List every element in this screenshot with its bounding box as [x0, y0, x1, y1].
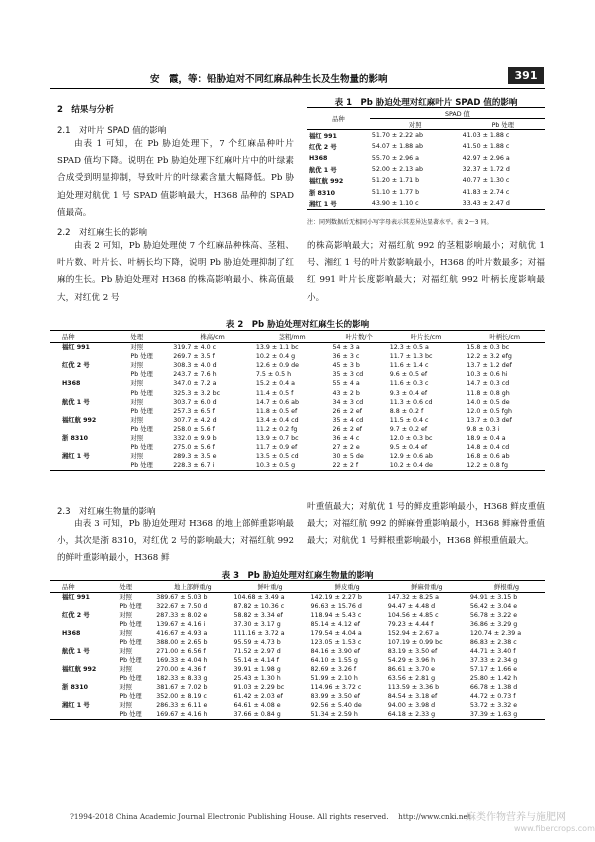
table2-cell-variety — [50, 388, 128, 397]
table3-cell-value: 123.05 ± 1.53 c — [310, 639, 362, 646]
table3-cell-treatment: 对照 — [119, 666, 132, 673]
table2-cell-value: 275.0 ± 5.6 f — [173, 444, 215, 452]
table2-cell-value: 30 ± 5 de — [332, 453, 364, 461]
table3-row — [50, 638, 545, 647]
table2-cell-variety — [50, 461, 128, 471]
table2-cell-value: 7.5 ± 0.5 h — [255, 371, 292, 379]
table2-cell-variety: 湘红 1 号 — [62, 453, 90, 461]
paragraph-2-3-left: 由表 3 可知，Pb 胁迫处理对 H368 的地上部鲜重影响最小，其次是浙 8310，对红优 2 号的影响最大；对福红航 992 的鲜叶重影响最小，H368 鲜 — [57, 519, 294, 564]
table3-cell-variety — [50, 602, 117, 611]
table1 — [307, 107, 545, 210]
table2-cell-variety: 航优 1 号 — [62, 398, 90, 406]
header-rule — [50, 88, 545, 89]
table3-cell-value: 58.82 ± 3.34 ef — [233, 612, 283, 619]
table3-cell-value: 79.23 ± 4.44 f — [387, 621, 434, 628]
paragraph-2-1: 由表 1 可知，在 Pb 胁迫处理下，7 个红麻品种叶片 SPAD 值均下降。说明在 Pb 胁迫处理下红麻叶片中的叶绿素合成受到明显抑制，导致叶片的叶绿素含量大幅降低。Pb 胁迫处理对航优 1 号 SPAD 值影响最大，H368 品种的 SPAD 值最高。 — [57, 139, 294, 218]
table2-header-cell: 处理 — [130, 334, 143, 341]
table3-cell-value: 86.61 ± 3.70 e — [387, 666, 435, 673]
table2-cell-value: 36 ± 3 c — [332, 353, 360, 361]
table2-header-cell: 叶柄长/cm — [489, 334, 521, 341]
table3-cell-value: 139.67 ± 4.16 i — [156, 621, 206, 628]
table2-cell-value: 43 ± 2 b — [332, 389, 360, 397]
table3-cell-value: 55.14 ± 4.14 f — [233, 657, 279, 664]
table3-cell-variety: 浙 8310 — [62, 684, 89, 691]
table3-cell-treatment: 对照 — [119, 594, 132, 601]
table1-cell-control: 51.10 ± 1.77 b — [371, 188, 420, 196]
table3-row — [50, 656, 545, 665]
table3-cell-value: 389.67 ± 5.03 b — [156, 594, 208, 601]
table1-cell-control: 51.20 ± 1.71 b — [371, 177, 420, 185]
table2-cell-variety — [50, 425, 128, 434]
table1-cell-pb: 33.43 ± 2.47 d — [462, 199, 510, 207]
table2-cell-variety: 福红航 992 — [62, 416, 97, 424]
table2-cell-treatment: Pb 处理 — [130, 444, 153, 452]
table3-cell-value: 64.10 ± 1.55 g — [310, 657, 358, 664]
page-number: 391 — [508, 67, 544, 84]
table3-cell-value: 51.34 ± 2.59 h — [310, 711, 358, 718]
running-header-title: 安 霞，等：铅胁迫对不同红麻品种生长及生物量的影响 — [150, 74, 388, 85]
table3-row — [50, 647, 545, 656]
table2-cell-treatment: 对照 — [130, 362, 143, 370]
table3-row — [50, 611, 545, 620]
table3-cell-treatment: 对照 — [119, 612, 132, 619]
table3-header-cell: 鲜麻骨重/g — [411, 584, 443, 591]
table3-cell-value: 64.18 ± 2.33 g — [387, 711, 436, 718]
table3-cell-value: 94.47 ± 4.48 d — [387, 603, 436, 610]
table3-cell-variety: 福红 991 — [62, 594, 90, 601]
table2-cell-value: 332.0 ± 9.9 b — [173, 434, 217, 442]
table2-cell-value: 15.8 ± 0.3 bc — [466, 344, 510, 352]
table3-cell-value: 37.39 ± 1.63 g — [469, 711, 518, 718]
table3-cell-treatment: 对照 — [119, 702, 132, 709]
table2 — [50, 330, 545, 471]
table2-cell-value: 35 ± 3 cd — [332, 371, 364, 379]
table2-cell-treatment: 对照 — [130, 416, 143, 424]
paragraph-2-3-right: 叶重值最大；对航优 1 号的鲜皮重影响最小，H368 鲜皮重值最大；对福红航 992 的鲜麻骨重影响最小，H368 鲜麻骨重值最大；对航优 1 号鲜根重影响最小，H368 鲜根重值最大。 — [307, 502, 545, 547]
table1-header-variety: 品种 — [307, 108, 370, 130]
table3-row — [50, 683, 545, 692]
table3-cell-treatment: Pb 处理 — [119, 693, 142, 700]
table3-cell-value: 64.61 ± 4.08 e — [233, 702, 281, 709]
table3-cell-value: 147.32 ± 8.25 a — [387, 594, 439, 601]
table3-cell-value: 91.03 ± 2.29 bc — [233, 684, 285, 691]
table2-row — [50, 434, 545, 443]
table3-cell-value: 179.54 ± 4.04 a — [310, 630, 362, 637]
table3-cell-value: 84.16 ± 3.90 ef — [310, 648, 360, 655]
table2-cell-value: 243.7 ± 7.6 h — [173, 371, 217, 379]
table2-cell-value: 257.3 ± 6.5 f — [173, 407, 215, 415]
table2-cell-value: 11.5 ± 0.4 c — [389, 416, 429, 424]
table2-row — [50, 461, 545, 471]
paragraph-2-2: 由表 2 可知，Pb 胁迫处理使 7 个红麻品种株高、茎粗、叶片数、叶片长、叶柄长均下降，说明 Pb 胁迫处理抑制了红麻的生长。Pb 胁迫处理对 H368 的株高影响最小、株高值最大，对红优 2 号 — [57, 241, 294, 303]
watermark-text: 麻类作物营养与施肥网 — [466, 812, 566, 823]
table1-cell-pb: 42.97 ± 2.96 a — [462, 154, 510, 162]
table2-cell-treatment: 对照 — [130, 398, 143, 406]
table2-cell-value: 35 ± 4 cd — [332, 416, 364, 424]
table2-row — [50, 452, 545, 461]
table1-cell-pb: 41.03 ± 1.88 c — [462, 132, 510, 140]
table2-cell-value: 289.3 ± 3.5 e — [173, 453, 217, 461]
table1-cell-variety: H368 — [309, 154, 328, 162]
subsection-heading-2-1: 2.1 对叶片 SPAD 值的影响 — [57, 126, 167, 136]
table2-cell-value: 14.7 ± 0.3 cd — [466, 380, 510, 388]
table2-cell-treatment: Pb 处理 — [130, 371, 153, 379]
table2-cell-variety — [50, 443, 128, 452]
table1-row — [307, 164, 545, 175]
table1-cell-variety: 湘红 1 号 — [309, 200, 337, 208]
table3-row — [50, 701, 545, 710]
table2-cell-value: 11.6 ± 1.4 c — [389, 362, 429, 370]
table3-cell-variety: H368 — [62, 630, 81, 637]
table2-cell-treatment: 对照 — [130, 380, 143, 388]
table3-cell-value: 388.00 ± 2.65 b — [156, 639, 208, 646]
table3-caption: 表 3 Pb 胁迫处理对红麻生物量的影响 — [221, 571, 374, 581]
table1-cell-pb: 41.83 ± 2.74 c — [462, 188, 510, 196]
subsection-heading-2-3: 2.3 对红麻生物量的影响 — [57, 507, 156, 517]
table2-cell-value: 8.8 ± 0.2 f — [389, 407, 424, 415]
table2-header-cell: 叶片长/cm — [410, 334, 442, 341]
table3-cell-value: 53.72 ± 3.32 e — [469, 702, 518, 709]
table3-cell-treatment: Pb 处理 — [119, 603, 142, 610]
table2-header-cell: 株高/cm — [200, 334, 225, 341]
table3-cell-value: 25.43 ± 1.30 h — [233, 675, 281, 682]
table2-cell-value: 12.0 ± 0.5 fgh — [466, 407, 512, 415]
table3-cell-variety: 湘红 1 号 — [62, 702, 90, 709]
table3-cell-value: 142.19 ± 2.27 b — [310, 594, 362, 601]
table2-cell-value: 11.8 ± 0.5 ef — [255, 407, 298, 415]
table3-cell-value: 56.78 ± 3.22 e — [469, 612, 518, 619]
table3-cell-value: 57.17 ± 1.66 e — [469, 666, 518, 673]
table3-cell-value: 111.16 ± 3.72 a — [233, 630, 285, 637]
table3-cell-value: 37.66 ± 0.84 g — [233, 711, 281, 718]
table3-cell-value: 113.59 ± 3.36 b — [387, 684, 440, 691]
table2-row — [50, 407, 545, 416]
table2-row — [50, 361, 545, 370]
table3-cell-variety — [50, 656, 117, 665]
table3-cell-value: 85.14 ± 4.12 ef — [310, 621, 360, 628]
table3-cell-value: 104.56 ± 4.85 c — [387, 612, 439, 619]
table3-cell-value: 82.69 ± 3.26 f — [310, 666, 357, 673]
table3-header-cell: 鲜皮重/g — [334, 584, 360, 591]
table2-cell-value: 27 ± 2 e — [332, 444, 360, 452]
table3-cell-value: 36.86 ± 3.29 g — [469, 621, 518, 628]
table2-header-cell: 茎粗/mm — [278, 334, 306, 341]
table2-caption: 表 2 Pb 胁迫处理对红麻生长的影响 — [225, 320, 370, 330]
table3-cell-value: 107.19 ± 0.99 bc — [387, 639, 443, 646]
table3-header-cell: 地上部鲜重/g — [174, 584, 212, 591]
table2-cell-value: 54 ± 3 a — [332, 344, 360, 352]
table3-cell-treatment: Pb 处理 — [119, 657, 142, 664]
table3-cell-value: 54.29 ± 3.96 h — [387, 657, 436, 664]
table3-cell-value: 94.91 ± 3.15 b — [469, 594, 518, 601]
table2-cell-treatment: 对照 — [130, 453, 143, 461]
table2-cell-value: 14.8 ± 0.4 cd — [466, 444, 510, 452]
subsection-heading-2-2: 2.2 对红麻生长的影响 — [57, 228, 148, 238]
table2-cell-variety — [50, 370, 128, 379]
table2-cell-value: 10.2 ± 0.4 de — [389, 462, 433, 470]
table2-row — [50, 352, 545, 361]
table3-cell-value: 51.99 ± 2.10 h — [310, 675, 358, 682]
table2-cell-value: 347.0 ± 7.2 a — [173, 380, 217, 388]
table2-cell-value: 308.3 ± 4.0 d — [173, 362, 217, 370]
table2-cell-variety: 红优 2 号 — [62, 362, 90, 370]
table3-cell-variety — [50, 620, 117, 629]
table1-row — [307, 141, 545, 152]
table2-cell-value: 13.9 ± 0.7 bc — [255, 434, 299, 442]
table3-cell-value: 61.42 ± 2.03 ef — [233, 693, 283, 700]
table2-cell-value: 325.3 ± 3.2 bc — [173, 389, 221, 397]
table3-cell-value: 37.30 ± 3.17 g — [233, 621, 281, 628]
copyright-footer: ?1994-2018 China Academic Journal Electronic Publishing House. All rights reserved. http://www.cnki.net — [70, 812, 471, 821]
table2-cell-value: 13.9 ± 1.1 bc — [255, 344, 299, 352]
table2-row — [50, 379, 545, 388]
table2-cell-value: 12.9 ± 0.6 ab — [389, 453, 433, 461]
table1-cell-control: 54.07 ± 1.88 ab — [371, 143, 424, 151]
table1-row — [307, 130, 545, 142]
table1-cell-pb: 32.37 ± 1.72 d — [462, 166, 510, 174]
table2-cell-variety: 浙 8310 — [62, 434, 89, 442]
table2-cell-value: 13.7 ± 1.2 def — [466, 362, 512, 370]
table3-cell-treatment: Pb 处理 — [119, 639, 142, 646]
table3-cell-value: 182.33 ± 8.33 g — [156, 675, 208, 682]
table3-cell-treatment: 对照 — [119, 684, 132, 691]
table3-cell-value: 25.80 ± 1.42 h — [469, 675, 518, 682]
table3-cell-value: 118.94 ± 5.43 c — [310, 612, 362, 619]
table2-cell-value: 11.7 ± 1.3 bc — [389, 353, 433, 361]
table3-cell-treatment: Pb 处理 — [119, 621, 142, 628]
table2-cell-value: 15.2 ± 0.4 a — [255, 380, 296, 388]
table2-cell-value: 11.2 ± 0.2 fg — [255, 425, 298, 433]
table3-row — [50, 602, 545, 611]
table1-note: 注：同列数据后无相同小写字母表示其差异达显著水平。表 2～3 同。 — [307, 219, 493, 226]
table2-cell-value: 9.8 ± 0.3 i — [466, 425, 500, 433]
table2-cell-value: 11.7 ± 0.9 ef — [255, 444, 298, 452]
table1-cell-variety: 福红航 992 — [309, 178, 344, 186]
table1-row — [307, 153, 545, 164]
table3-cell-variety — [50, 674, 117, 683]
table2-cell-value: 12.2 ± 0.8 fg — [466, 462, 508, 470]
table2-cell-value: 14.0 ± 0.5 de — [466, 398, 510, 406]
table2-cell-value: 26 ± 2 ef — [332, 425, 362, 433]
table3-cell-value: 83.99 ± 3.50 ef — [310, 693, 360, 700]
table3-cell-variety: 福红航 992 — [62, 666, 97, 673]
table3-cell-variety: 红优 2 号 — [62, 612, 90, 619]
table3-row — [50, 629, 545, 638]
table3-cell-value: 92.56 ± 5.40 de — [310, 702, 362, 709]
table2-cell-value: 18.9 ± 0.4 a — [466, 434, 506, 442]
table3-cell-value: 86.83 ± 2.38 c — [469, 639, 517, 646]
table2-cell-treatment: Pb 处理 — [130, 353, 153, 361]
table2-cell-value: 10.2 ± 0.4 g — [255, 353, 296, 361]
table3-cell-value: 63.56 ± 2.81 g — [387, 675, 436, 682]
table2-cell-value: 258.0 ± 5.6 f — [173, 425, 215, 433]
table1-row — [307, 175, 545, 186]
table2-cell-value: 12.2 ± 3.2 efg — [466, 353, 512, 361]
table2-cell-value: 12.3 ± 0.5 a — [389, 344, 429, 352]
table2-cell-value: 303.7 ± 6.0 d — [173, 398, 217, 406]
table2-cell-treatment: 对照 — [130, 344, 143, 352]
table3-cell-value: 416.67 ± 4.93 a — [156, 630, 208, 637]
table2-cell-value: 11.6 ± 0.3 c — [389, 380, 429, 388]
table2-cell-value: 12.6 ± 0.9 de — [255, 362, 300, 370]
table2-header-cell: 叶片数/个 — [345, 334, 373, 341]
table3-cell-value: 286.33 ± 6.11 e — [156, 702, 208, 709]
table2-cell-treatment: Pb 处理 — [130, 389, 153, 397]
table3-header-cell: 鲜根重/g — [493, 584, 519, 591]
table3-cell-value: 381.67 ± 7.02 b — [156, 684, 208, 691]
table3-cell-value: 152.94 ± 2.67 a — [387, 630, 439, 637]
table2-cell-value: 11.8 ± 0.8 gh — [466, 389, 510, 397]
table3-cell-value: 71.52 ± 2.97 d — [233, 648, 281, 655]
table3-cell-value: 104.68 ± 3.49 a — [233, 594, 285, 601]
table2-cell-treatment: Pb 处理 — [130, 425, 153, 433]
table3-cell-value: 120.74 ± 2.39 a — [469, 630, 522, 637]
table1-cell-pb: 41.50 ± 1.88 c — [462, 143, 510, 151]
table2-row — [50, 343, 545, 353]
table1-cell-control: 55.70 ± 2.96 a — [371, 154, 420, 162]
table3-row — [50, 710, 545, 720]
table3-cell-value: 96.63 ± 15.76 d — [310, 603, 362, 610]
table1-row — [307, 186, 545, 197]
table1-row — [307, 198, 545, 210]
table3-header-cell: 鲜叶重/g — [257, 584, 283, 591]
table3-cell-value: 322.67 ± 7.50 d — [156, 603, 208, 610]
table2-cell-value: 36 ± 4 c — [332, 434, 360, 442]
table2-cell-treatment: 对照 — [130, 434, 143, 442]
table1-cell-pb: 40.77 ± 1.30 c — [462, 177, 510, 185]
table2-cell-value: 9.3 ± 0.4 ef — [389, 389, 428, 397]
table2-row — [50, 416, 545, 425]
table1-caption: 表 1 Pb 胁迫处理对红麻叶片 SPAD 值的影响 — [334, 98, 518, 108]
table2-cell-variety — [50, 407, 128, 416]
table2-cell-value: 11.3 ± 0.6 cd — [389, 398, 433, 406]
table2-row — [50, 443, 545, 452]
table3-cell-variety: 航优 1 号 — [62, 648, 90, 655]
table3-cell-value: 287.33 ± 8.02 e — [156, 612, 208, 619]
table3-cell-treatment: 对照 — [119, 630, 132, 637]
table1-cell-variety: 福红 991 — [309, 133, 337, 141]
table3-header-cell: 品种 — [62, 584, 75, 591]
table3-cell-variety — [50, 692, 117, 701]
table1-cell-control: 51.70 ± 2.22 ab — [371, 132, 424, 140]
table2-row — [50, 398, 545, 407]
table3-cell-value: 352.00 ± 8.19 c — [156, 693, 207, 700]
table1-cell-control: 52.00 ± 2.13 ab — [371, 166, 424, 174]
table3-header-cell: 处理 — [119, 584, 132, 591]
table2-cell-variety — [50, 352, 128, 361]
table2-cell-variety: 福红 991 — [62, 344, 90, 352]
table2-row — [50, 425, 545, 434]
table1-header-pb: Pb 处理 — [491, 121, 514, 129]
table1-cell-variety: 航优 1 号 — [309, 167, 337, 175]
table2-cell-value: 13.5 ± 0.5 cd — [255, 453, 299, 461]
table3-cell-treatment: 对照 — [119, 648, 132, 655]
table3-cell-value: 56.42 ± 3.04 e — [469, 603, 518, 610]
table2-cell-value: 9.5 ± 0.4 ef — [389, 444, 428, 452]
table1-cell-variety: 红优 2 号 — [309, 144, 337, 152]
table2-cell-value: 269.7 ± 3.5 f — [173, 353, 215, 361]
table2-cell-value: 14.7 ± 0.6 ab — [255, 398, 300, 406]
table3-cell-variety — [50, 638, 117, 647]
table2-cell-value: 9.7 ± 0.2 ef — [389, 425, 428, 433]
table2-cell-value: 11.4 ± 0.5 f — [255, 389, 294, 397]
table1-cell-control: 43.90 ± 1.10 c — [371, 199, 419, 207]
table3-row — [50, 593, 545, 603]
table2-cell-value: 10.3 ± 0.5 g — [255, 462, 296, 470]
table2-cell-value: 228.3 ± 6.7 i — [173, 462, 215, 470]
table3-cell-value: 39.91 ± 1.98 g — [233, 666, 281, 673]
table3-cell-value: 37.33 ± 2.34 g — [469, 657, 518, 664]
table1-cell-variety: 浙 8310 — [309, 189, 336, 197]
table2-cell-treatment: Pb 处理 — [130, 462, 153, 470]
table3-row — [50, 692, 545, 701]
table3-cell-value: 44.71 ± 3.40 f — [469, 648, 516, 655]
table3-cell-treatment: Pb 处理 — [119, 675, 142, 682]
table3-cell-value: 270.00 ± 4.36 f — [156, 666, 206, 673]
table2-cell-value: 319.7 ± 4.0 c — [173, 344, 217, 352]
table2-cell-value: 26 ± 2 ef — [332, 407, 362, 415]
table2-cell-value: 22 ± 2 f — [332, 462, 359, 470]
table3-cell-value: 66.78 ± 1.38 d — [469, 684, 518, 691]
table3-cell-treatment: Pb 处理 — [119, 711, 142, 718]
table2-cell-value: 55 ± 4 a — [332, 380, 360, 388]
table3 — [50, 580, 545, 720]
table3-cell-value: 84.54 ± 3.18 ef — [387, 693, 438, 700]
table3-cell-value: 83.19 ± 3.50 ef — [387, 648, 438, 655]
table2-cell-value: 9.6 ± 0.5 ef — [389, 371, 428, 379]
table2-cell-value: 16.8 ± 0.6 ab — [466, 453, 510, 461]
table3-cell-variety — [50, 710, 117, 720]
table2-cell-value: 12.0 ± 0.3 bc — [389, 434, 433, 442]
table3-cell-value: 114.96 ± 3.72 c — [310, 684, 362, 691]
table2-cell-value: 45 ± 3 b — [332, 362, 360, 370]
table2-cell-value: 307.7 ± 4.2 d — [173, 416, 217, 424]
table3-cell-value: 271.00 ± 6.56 f — [156, 648, 206, 655]
table2-cell-variety: H368 — [62, 380, 81, 388]
table3-cell-value: 169.67 ± 4.16 h — [156, 711, 208, 718]
table2-cell-value: 34 ± 3 cd — [332, 398, 364, 406]
table3-cell-value: 169.33 ± 4.04 h — [156, 657, 208, 664]
table2-row — [50, 388, 545, 397]
table2-row — [50, 370, 545, 379]
section-heading-results: 2 结果与分析 — [57, 105, 114, 115]
table3-cell-value: 44.72 ± 0.73 f — [469, 693, 516, 700]
table3-row — [50, 620, 545, 629]
table2-cell-value: 10.3 ± 0.6 hi — [466, 371, 508, 379]
table3-cell-value: 87.82 ± 10.36 c — [233, 603, 285, 610]
watermark-url: www.fibercrops.com — [514, 824, 595, 833]
table2-cell-value: 13.4 ± 0.4 cd — [255, 416, 299, 424]
table1-header-control: 对照 — [408, 121, 422, 129]
paragraph-2-2-continued: 的株高影响最大；对福红航 992 的茎粗影响最小；对航优 1 号、湘红 1 号的叶片数影响最小，H368 的叶片数最多；对福红 991 叶片长度影响最大；对福红航 992 叶柄长度影响最小。 — [307, 241, 545, 303]
table3-cell-value: 94.00 ± 3.98 d — [387, 702, 436, 709]
table2-cell-value: 13.7 ± 0.3 def — [466, 416, 512, 424]
table2-cell-treatment: Pb 处理 — [130, 407, 153, 415]
table2-header-cell: 品种 — [62, 334, 75, 341]
table3-row — [50, 674, 545, 683]
table3-row — [50, 665, 545, 674]
table1-header-spad: SPAD 值 — [370, 108, 545, 119]
table3-cell-value: 95.59 ± 4.73 b — [233, 639, 281, 646]
